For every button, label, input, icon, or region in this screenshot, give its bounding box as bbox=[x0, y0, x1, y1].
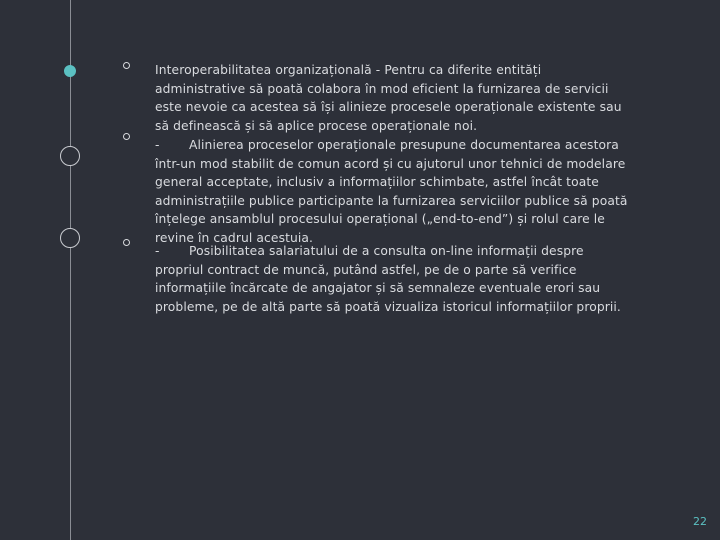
timeline-dot bbox=[60, 146, 80, 166]
paragraph-line: într-un mod stabilit de comun acord și cu ajutorul unor tehnici de modelare bbox=[155, 156, 626, 171]
paragraph-line bbox=[155, 136, 650, 155]
paragraph-line: înțelege ansamblul procesului operațional („end-to-end”) și rolul care le bbox=[155, 212, 605, 227]
paragraph-employee-access bbox=[155, 242, 650, 316]
timeline-dot bbox=[60, 228, 80, 248]
paragraph-line: general acceptate, inclusiv a informațiilor schimbate, astfel încât toate bbox=[155, 175, 599, 190]
page-number: 22 bbox=[693, 515, 707, 528]
paragraph-line: probleme, pe de altă parte să poată vizualiza istoricul informațiilor proprii. bbox=[155, 299, 621, 314]
bullet-icon bbox=[123, 133, 130, 140]
paragraph-line: Interoperabilitatea organizațională - Pentru ca diferite entități bbox=[155, 63, 542, 77]
timeline-dot-active bbox=[64, 65, 76, 77]
paragraph-line: administrațiile publice participante la furnizarea serviciilor publice să poată bbox=[155, 193, 628, 208]
paragraph-line: informațiile încărcate de angajator și să semnaleze eventuale erori sau bbox=[155, 281, 601, 296]
timeline-line bbox=[70, 0, 71, 540]
paragraph-line bbox=[155, 242, 650, 261]
bullet-icon bbox=[123, 239, 130, 246]
paragraph-process-alignment bbox=[155, 136, 650, 248]
paragraph-line-text: Alinierea proceselor operaționale presupune documentarea acestora bbox=[189, 138, 619, 152]
paragraph-line: să definească și să aplice procese operaționale noi. bbox=[155, 118, 478, 133]
paragraph-line: administrative să poată colabora în mod eficient la furnizarea de servicii bbox=[155, 81, 609, 96]
dash-marker: - bbox=[155, 138, 160, 152]
paragraph-line: propriul contract de muncă, putând astfel, pe de o parte să verifice bbox=[155, 262, 577, 277]
paragraph-line: este nevoie ca acestea să își alinieze procesele operaționale existente sau bbox=[155, 100, 622, 115]
paragraph-interoperability bbox=[155, 61, 650, 135]
paragraph-line-text: Posibilitatea salariatului de a consulta on-line informații despre bbox=[189, 244, 584, 258]
dash-marker: - bbox=[155, 244, 160, 258]
paragraph-line: revine în cadrul acestuia. bbox=[155, 230, 314, 245]
bullet-icon bbox=[123, 62, 130, 69]
